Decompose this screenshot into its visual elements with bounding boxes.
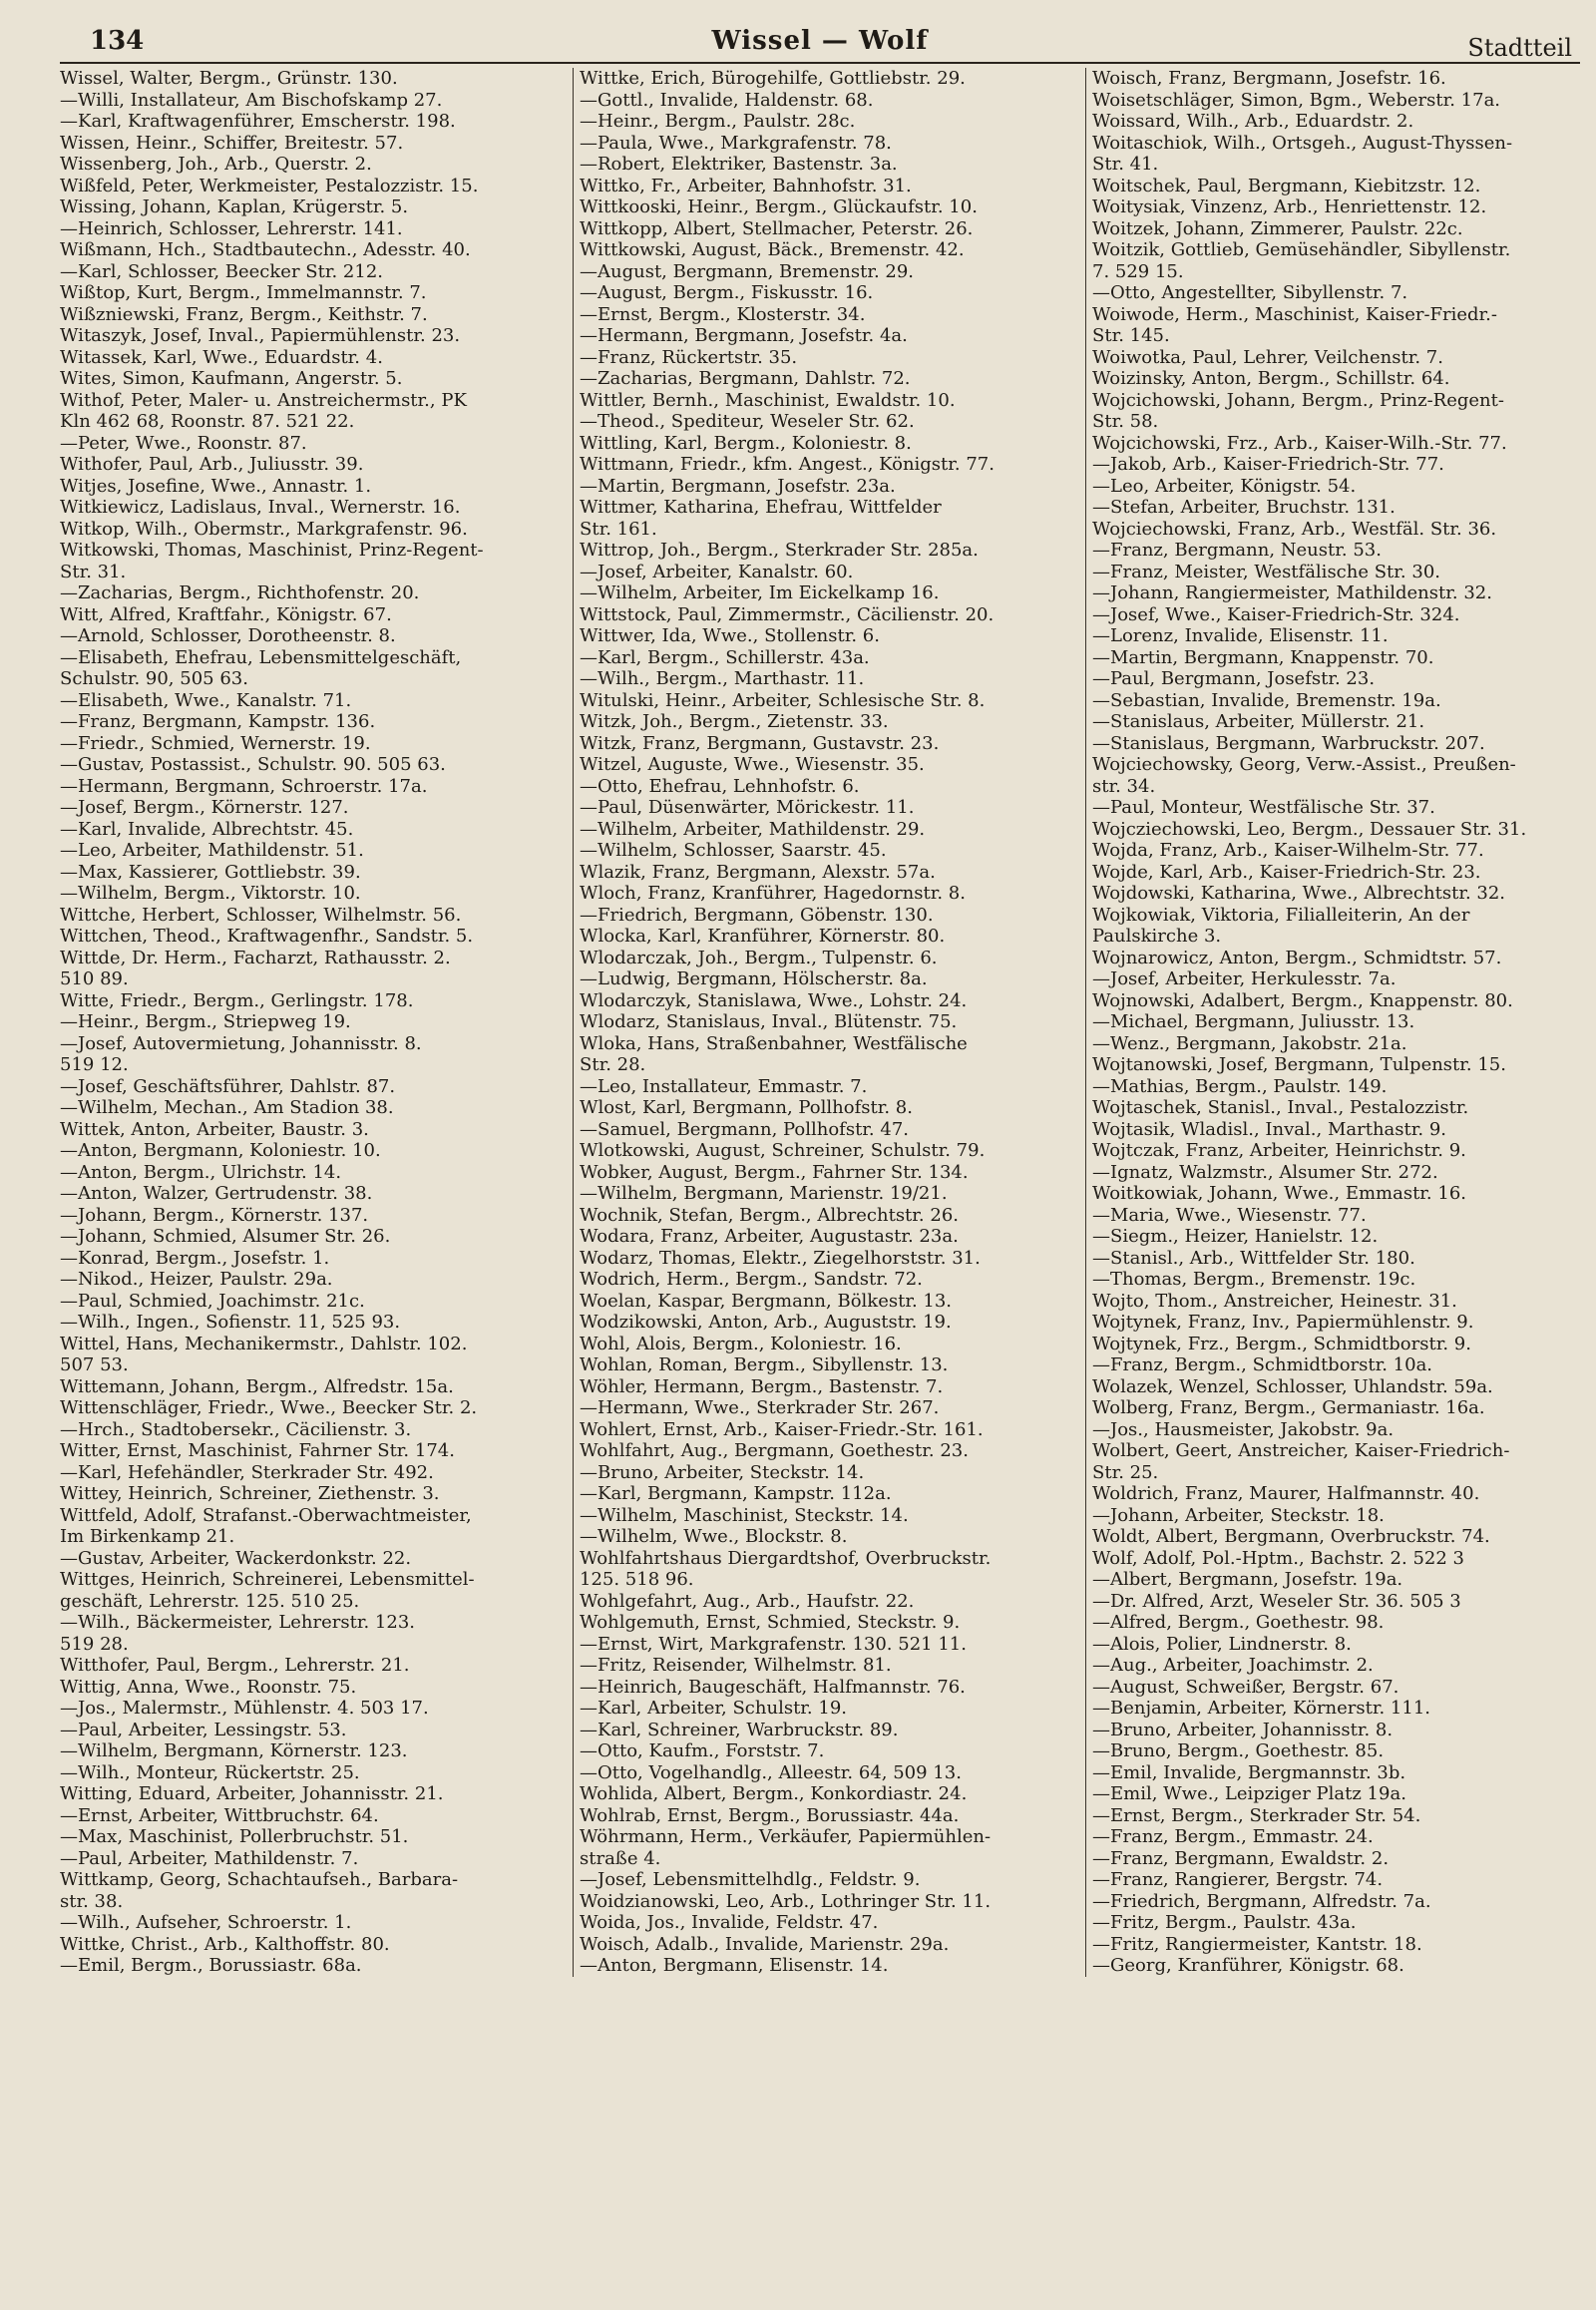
directory-entry: Wlodarczyk, Stanislawa, Wwe., Lohstr. 24. [580,989,968,1011]
directory-entry: —Karl, Schreiner, Warbruckstr. 89. [580,1719,899,1740]
directory-entry: —Albert, Bergmann, Josefstr. 19a. [1092,1569,1403,1590]
directory-entry: —August, Bergm., Fiskusstr. 16. [580,282,874,303]
directory-entry: —Heinr., Bergm., Paulstr. 28c. [580,111,856,132]
directory-entry: Witzk, Joh., Bergm., Zietenstr. 33. [580,711,889,732]
directory-entry: —Hermann, Wwe., Sterkrader Str. 267. [580,1397,940,1418]
directory-entry: Witter, Ernst, Maschinist, Fahrner Str. 174. [60,1440,455,1461]
directory-entry: Wolazek, Wenzel, Schlosser, Uhlandstr. 59a. [1092,1375,1493,1397]
directory-entry: geschäft, Lehrerstr. 125. 510 25. [60,1590,360,1612]
directory-entry: Wohlfahrt, Aug., Bergmann, Goethestr. 23. [580,1440,969,1461]
directory-entry: —Anton, Walzer, Gertrudenstr. 38. [60,1183,373,1204]
directory-entry: Wittche, Herbert, Schlosser, Wilhelmstr. 56. [60,904,462,926]
directory-entry: 519 12. [60,1054,129,1075]
directory-entry: —Wilh., Ingen., Sofienstr. 11, 525 93. [60,1312,401,1333]
directory-entry: Woitzek, Johann, Zimmerer, Paulstr. 22c. [1092,217,1463,239]
directory-entry: —Otto, Kaufm., Forststr. 7. [580,1740,825,1761]
directory-entry: Str. 58. [1092,411,1159,432]
directory-entry: Witassek, Karl, Wwe., Eduardstr. 4. [60,346,383,368]
directory-entry: —Ludwig, Bergmann, Hölscherstr. 8a. [580,968,928,989]
directory-entry: 510 89. [60,968,129,989]
directory-entry: —Wenz., Bergmann, Jakobstr. 21a. [1092,1032,1407,1054]
page-number: 134 [90,26,145,56]
directory-entry: Woidzianowski, Leo, Arb., Lothringer Str. 11. [580,1890,992,1912]
directory-entry: Wißfeld, Peter, Werkmeister, Pestalozzistr. 15. [60,175,479,196]
directory-entry: Wohlert, Ernst, Arb., Kaiser-Friedr.-Str. 161. [580,1418,984,1440]
directory-entry: Str. 161. [580,518,657,540]
directory-entry: —Josef, Arbeiter, Herkulesstr. 7a. [1092,968,1396,989]
directory-entry: —Paul, Arbeiter, Mathildenstr. 7. [60,1847,359,1869]
directory-entry: —Hermann, Bergmann, Schroerstr. 17a. [60,775,428,797]
directory-entry: Witkop, Wilh., Obermstr., Markgrafenstr. 96. [60,518,468,540]
directory-entry: —Emil, Invalide, Bergmannstr. 3b. [1092,1761,1406,1783]
directory-entry: —Maria, Wwe., Wiesenstr. 77. [1092,1204,1367,1226]
directory-entry: —Franz, Bergm., Schmidtborstr. 10a. [1092,1354,1433,1375]
directory-entry: —Stanislaus, Arbeiter, Müllerstr. 21. [1092,711,1425,732]
directory-entry: —Elisabeth, Ehefrau, Lebensmittelgeschäft, [60,646,462,668]
directory-entry: —Jos., Hausmeister, Jakobstr. 9a. [1092,1418,1395,1440]
directory-entry: Woisetschläger, Simon, Bgm., Weberstr. 17a. [1092,89,1501,111]
directory-entry: Wlocka, Karl, Kranführer, Körnerstr. 80. [580,926,946,947]
directory-entry: —Emil, Wwe., Leipziger Platz 19a. [1092,1783,1406,1804]
directory-entry: Woizinsky, Anton, Bergm., Schillstr. 64. [1092,368,1450,389]
column-3 [1085,68,1580,1977]
directory-entry: Wobker, August, Bergm., Fahrner Str. 134. [580,1161,969,1183]
directory-entry: Wojcichowski, Johann, Bergm., Prinz-Regent- [1092,389,1504,411]
directory-entry: —Martin, Bergmann, Knappenstr. 70. [1092,646,1434,668]
directory-entry: —Wilh., Bergm., Marthastr. 11. [580,668,865,689]
directory-entry: —Karl, Bergm., Schillerstr. 43a. [580,646,870,668]
section-label: Stadtteil [1467,34,1572,62]
directory-entry: Woiwode, Herm., Maschinist, Kaiser-Friedr.- [1092,303,1497,325]
directory-entry: —Friedr., Schmied, Wernerstr. 19. [60,732,371,754]
directory-entry: Witzk, Franz, Bergmann, Gustavstr. 23. [580,732,940,754]
directory-entry: Wittges, Heinrich, Schreinerei, Lebensmittel- [60,1569,475,1590]
directory-entry: Wodarz, Thomas, Elektr., Ziegelhorststr. 31. [580,1247,981,1269]
directory-entry: —Arnold, Schlosser, Dorotheenstr. 8. [60,625,396,646]
directory-entry: str. 38. [60,1890,124,1912]
directory-entry: Str. 28. [580,1054,646,1075]
directory-entry: Wittchen, Theod., Kraftwagenfhr., Sandstr. 5. [60,926,474,947]
directory-entry: —Sebastian, Invalide, Bremenstr. 19a. [1092,689,1441,711]
directory-entry: 125. 518 96. [580,1569,694,1590]
directory-entry: —Wilhelm, Bergmann, Körnerstr. 123. [60,1740,408,1761]
directory-entry: —Siegm., Heizer, Hanielstr. 12. [1092,1226,1379,1247]
directory-entry: 7. 529 15. [1092,260,1184,282]
directory-entry: —Zacharias, Bergm., Richthofenstr. 20. [60,582,420,603]
directory-entry: Wißmann, Hch., Stadtbautechn., Adesstr. 40. [60,239,471,260]
directory-entry: —Ernst, Bergm., Klosterstr. 34. [580,303,866,325]
directory-entry: —Zacharias, Bergmann, Dahlstr. 72. [580,368,911,389]
directory-entry: Wojkowiak, Viktoria, Filialleiterin, An der [1092,904,1470,926]
directory-entry: Witzel, Auguste, Wwe., Wiesenstr. 35. [580,754,925,775]
directory-entry: Str. 25. [1092,1461,1159,1483]
directory-entry: —Paul, Bergmann, Josefstr. 23. [1092,668,1376,689]
directory-entry: —Paul, Monteur, Westfälische Str. 37. [1092,797,1435,818]
directory-entry: Wojciechowsky, Georg, Verw.-Assist., Preußen- [1092,754,1516,775]
directory-entry: str. 34. [1092,775,1156,797]
directory-entry: —Otto, Ehefrau, Lehnhofstr. 6. [580,775,860,797]
directory-entry: —Anton, Bergm., Ulrichstr. 14. [60,1161,342,1183]
directory-entry: —Friedrich, Bergmann, Göbenstr. 130. [580,904,934,926]
directory-entry: Witting, Eduard, Arbeiter, Johannisstr. 21. [60,1783,444,1804]
directory-entry: —Stanisl., Arb., Wittfelder Str. 180. [1092,1247,1415,1269]
directory-entry: —Fritz, Rangiermeister, Kantstr. 18. [1092,1933,1422,1955]
directory-entry: —Gustav, Postassist., Schulstr. 90. 505 63. [60,754,446,775]
directory-entry: —Gustav, Arbeiter, Wackerdonkstr. 22. [60,1547,412,1569]
directory-entry: Wittwer, Ida, Wwe., Stollenstr. 6. [580,625,880,646]
directory-entry: Wohlan, Roman, Bergm., Sibyllenstr. 13. [580,1354,949,1375]
directory-entry: —Karl, Hefehändler, Sterkrader Str. 492. [60,1461,434,1483]
directory-entry: Wissen, Heinr., Schiffer, Breitestr. 57. [60,132,404,154]
directory-entry: —Elisabeth, Wwe., Kanalstr. 71. [60,689,352,711]
directory-entry: —Otto, Angestellter, Sibyllenstr. 7. [1092,282,1408,303]
column-2 [573,68,1085,1977]
directory-entry: —Ignatz, Walzmstr., Alsumer Str. 272. [1092,1161,1438,1183]
directory-entry: —Emil, Bergm., Borussiastr. 68a. [60,1955,362,1976]
directory-entry: Wojtaschek, Stanisl., Inval., Pestalozzistr. [1092,1097,1469,1118]
directory-entry: —Lorenz, Invalide, Elisenstr. 11. [1092,625,1389,646]
directory-entry: Wochnik, Stefan, Bergm., Albrechtstr. 26. [580,1204,959,1226]
directory-entry: Wohlfahrtshaus Diergardtshof, Overbruckstr. [580,1547,992,1569]
directory-entry: —Nikod., Heizer, Paulstr. 29a. [60,1269,333,1290]
directory-entry: —Josef, Wwe., Kaiser-Friedrich-Str. 324. [1092,603,1460,625]
directory-entry: Wittstock, Paul, Zimmermstr., Cäcilienstr. 20. [580,603,995,625]
directory-entry: —Theod., Spediteur, Weseler Str. 62. [580,411,915,432]
directory-entry: Wolberg, Franz, Bergm., Germaniastr. 16a. [1092,1397,1485,1418]
directory-entry: Wittig, Anna, Wwe., Roonstr. 75. [60,1676,357,1698]
directory-entry: —Franz, Bergm., Emmastr. 24. [1092,1826,1374,1847]
directory-entry: Wittfeld, Adolf, Strafanst.-Oberwachtmeister, [60,1504,472,1526]
directory-entry: Witkiewicz, Ladislaus, Inval., Wernerstr. 16. [60,497,461,518]
directory-entry: Wojde, Karl, Arb., Kaiser-Friedrich-Str. 23. [1092,861,1481,883]
directory-entry: —Jakob, Arb., Kaiser-Friedrich-Str. 77. [1092,454,1444,475]
directory-entry: Wohlida, Albert, Bergm., Konkordiastr. 24. [580,1783,968,1804]
directory-entry: Wittey, Heinrich, Schreiner, Ziethenstr. 3. [60,1483,440,1504]
directory-entry: Witaszyk, Josef, Inval., Papiermühlenstr. 23. [60,325,461,346]
directory-entry: Wohlrab, Ernst, Bergm., Borussiastr. 44a. [580,1804,960,1826]
directory-entry: Str. 31. [60,561,127,582]
directory-entry: Wojtynek, Frz., Bergm., Schmidtborstr. 9. [1092,1333,1471,1354]
directory-entry: —Wilhelm, Bergm., Viktorstr. 10. [60,883,361,904]
directory-entry: Wittde, Dr. Herm., Facharzt, Rathausstr. 2. [60,947,451,968]
directory-entry: —Wilhelm, Mechan., Am Stadion 38. [60,1097,394,1118]
directory-entry: Witthofer, Paul, Bergm., Lehrerstr. 21. [60,1655,410,1676]
directory-entry: —Heinrich, Baugeschäft, Halfmannstr. 76. [580,1676,966,1698]
directory-entry: Wojcziechowski, Leo, Bergm., Dessauer Str. 31. [1092,818,1527,840]
directory-entry: —Karl, Invalide, Albrechtstr. 45. [60,818,354,840]
directory-entry: Wissing, Johann, Kaplan, Krügerstr. 5. [60,196,409,217]
directory-entry: —Wilh., Aufseher, Schroerstr. 1. [60,1912,352,1933]
directory-entry: —Ernst, Arbeiter, Wittbruchstr. 64. [60,1804,379,1826]
directory-entry: Witjes, Josefine, Wwe., Annastr. 1. [60,475,372,497]
directory-entry: Withof, Peter, Maler- u. Anstreichermstr., PK [60,389,467,411]
directory-entry: Wöhrmann, Herm., Verkäufer, Papiermühlen- [580,1826,992,1847]
directory-entry: —Max, Maschinist, Pollerbruchstr. 51. [60,1826,409,1847]
directory-entry: —Friedrich, Bergmann, Alfredstr. 7a. [1092,1890,1431,1912]
directory-entry: —Leo, Arbeiter, Mathildenstr. 51. [60,840,364,861]
page-title: Wissel — Wolf [711,26,929,56]
directory-entry: —Karl, Arbeiter, Schulstr. 19. [580,1698,847,1719]
directory-entry: 519 28. [60,1633,129,1655]
directory-entry: —Wilhelm, Schlosser, Saarstr. 45. [580,840,887,861]
directory-entry: Wolbert, Geert, Anstreicher, Kaiser-Friedrich- [1092,1440,1510,1461]
directory-entry: Wohlgemuth, Ernst, Schmied, Steckstr. 9. [580,1612,961,1633]
directory-entry: Woissard, Wilh., Arb., Eduardstr. 2. [1092,111,1414,132]
directory-entry: —Josef, Bergm., Körnerstr. 127. [60,797,349,818]
directory-entry: Woelan, Kaspar, Bergmann, Bölkestr. 13. [580,1290,953,1312]
directory-entry: Wittrop, Joh., Bergm., Sterkrader Str. 285a. [580,540,979,561]
directory-entry: Wojdowski, Katharina, Wwe., Albrechtstr. 32. [1092,883,1506,904]
directory-entry: —August, Bergmann, Bremenstr. 29. [580,260,915,282]
directory-entry: Wojciechowski, Franz, Arb., Westfäl. Str. 36. [1092,518,1497,540]
directory-entry: —Mathias, Bergm., Paulstr. 149. [1092,1075,1388,1097]
directory-entry: Woisch, Franz, Bergmann, Josefstr. 16. [1092,68,1446,89]
directory-entry: —Michael, Bergmann, Juliusstr. 13. [1092,1011,1415,1032]
directory-entry: —Aug., Arbeiter, Joachimstr. 2. [1092,1655,1374,1676]
directory-entry: Wissel, Walter, Bergm., Grünstr. 130. [60,68,398,89]
directory-entry: Wittkamp, Georg, Schachtaufseh., Barbara- [60,1869,459,1890]
directory-entry: Wloch, Franz, Kranführer, Hagedornstr. 8. [580,883,966,904]
directory-entry: —Johann, Arbeiter, Steckstr. 18. [1092,1504,1385,1526]
directory-entry: Kln 462 68, Roonstr. 87. 521 22. [60,411,355,432]
directory-entry: —Bruno, Arbeiter, Johannisstr. 8. [1092,1719,1394,1740]
directory-entry: Wittling, Karl, Bergm., Koloniestr. 8. [580,432,912,454]
directory-entry: Wittko, Fr., Arbeiter, Bahnhofstr. 31. [580,175,912,196]
directory-entry: Wißzniewski, Franz, Bergm., Keithstr. 7. [60,303,428,325]
directory-entry: —Wilh., Bäckermeister, Lehrerstr. 123. [60,1612,416,1633]
directory-entry: —Martin, Bergmann, Josefstr. 23a. [580,475,896,497]
directory-entry: Wittmann, Friedr., kfm. Angest., Königstr. 77. [580,454,995,475]
directory-entry: —Franz, Rangierer, Bergstr. 74. [1092,1869,1384,1890]
directory-entry: Wites, Simon, Kaufmann, Angerstr. 5. [60,368,403,389]
directory-entry: Wojtanowski, Josef, Bergmann, Tulpenstr. 15. [1092,1054,1506,1075]
directory-entry: —Georg, Kranführer, Königstr. 68. [1092,1955,1404,1976]
directory-entry: Str. 145. [1092,325,1170,346]
directory-entry: —Leo, Installateur, Emmastr. 7. [580,1075,868,1097]
directory-entry: —Wilhelm, Wwe., Blockstr. 8. [580,1526,848,1547]
directory-entry: —Anton, Bergmann, Elisenstr. 14. [580,1955,889,1976]
directory-entry: —Benjamin, Arbeiter, Körnerstr. 111. [1092,1698,1431,1719]
directory-entry: Wlodarz, Stanislaus, Inval., Blütenstr. 75. [580,1011,958,1032]
directory-entry: —Ernst, Wirt, Markgrafenstr. 130. 521 11. [580,1633,967,1655]
directory-entry: —Otto, Vogelhandlg., Alleestr. 64, 509 13. [580,1761,962,1783]
directory-entry: Woitkowiak, Johann, Wwe., Emmastr. 16. [1092,1183,1467,1204]
directory-entry: Wittel, Hans, Mechanikermstr., Dahlstr. 102. [60,1333,468,1354]
directory-entry: Wlazik, Franz, Bergmann, Alexstr. 57a. [580,861,936,883]
directory-entry: Wodrich, Herm., Bergm., Sandstr. 72. [580,1269,923,1290]
directory-entry: —Wilhelm, Arbeiter, Im Eickelkamp 16. [580,582,940,603]
directory-entry: Wojnowski, Adalbert, Bergm., Knappenstr. 80. [1092,989,1513,1011]
directory-entry: Wodzikowski, Anton, Arb., Auguststr. 19. [580,1312,952,1333]
directory-entry: —Johann, Schmied, Alsumer Str. 26. [60,1226,391,1247]
directory-entry: Wodara, Franz, Arbeiter, Augustastr. 23a. [580,1226,959,1247]
directory-entry: —Karl, Bergmann, Kampstr. 112a. [580,1483,892,1504]
directory-entry: Wojnarowicz, Anton, Bergm., Schmidtstr. 57. [1092,947,1502,968]
directory-entry: Schulstr. 90, 505 63. [60,668,248,689]
directory-entry: —Paul, Düsenwärter, Mörickestr. 11. [580,797,915,818]
directory-entry: Woida, Jos., Invalide, Feldstr. 47. [580,1912,879,1933]
directory-entry: —Karl, Kraftwagenführer, Emscherstr. 198. [60,111,456,132]
directory-entry: Wojtasik, Wladisl., Inval., Marthastr. 9. [1092,1118,1446,1140]
directory-entry: —Gottl., Invalide, Haldenstr. 68. [580,89,874,111]
directory-entry: Wittke, Christ., Arb., Kalthoffstr. 80. [60,1933,390,1955]
directory-entry: Wlotkowski, August, Schreiner, Schulstr. 79. [580,1140,986,1161]
directory-entry: —Stanislaus, Bergmann, Warbruckstr. 207. [1092,732,1485,754]
directory-entry: Witte, Friedr., Bergm., Gerlingstr. 178. [60,989,414,1011]
directory-entry: Wojto, Thom., Anstreicher, Heinestr. 31. [1092,1290,1457,1312]
directory-entry: Im Birkenkamp 21. [60,1526,235,1547]
directory-entry: —Fritz, Reisender, Wilhelmstr. 81. [580,1655,892,1676]
directory-entry: —Karl, Schlosser, Beecker Str. 212. [60,260,383,282]
directory-entry: —Johann, Bergm., Körnerstr. 137. [60,1204,369,1226]
directory-entry: —Josef, Autovermietung, Johannisstr. 8. [60,1032,422,1054]
directory-entry: Wittenschläger, Friedr., Wwe., Beecker Str. 2. [60,1397,478,1418]
directory-entry: Wohl, Alois, Bergm., Koloniestr. 16. [580,1333,902,1354]
directory-entry: Wojtynek, Franz, Inv., Papiermühlenstr. 9. [1092,1312,1474,1333]
directory-entry: Wittke, Erich, Bürogehilfe, Gottliebstr. 29. [580,68,966,89]
directory-entry: —Josef, Geschäftsführer, Dahlstr. 87. [60,1075,396,1097]
directory-entry: —Max, Kassierer, Gottliebstr. 39. [60,861,361,883]
directory-entry: Woldrich, Franz, Maurer, Halfmannstr. 40. [1092,1483,1480,1504]
page-header [60,26,1580,64]
directory-entry: Woitzik, Gottlieb, Gemüsehändler, Sibyllenstr. [1092,239,1511,260]
directory-entry: —Josef, Lebensmittelhdlg., Feldstr. 9. [580,1869,921,1890]
directory-entry: —Leo, Arbeiter, Königstr. 54. [1092,475,1357,497]
directory-entry: Woisch, Adalb., Invalide, Marienstr. 29a. [580,1933,950,1955]
directory-entry: Withofer, Paul, Arb., Juliusstr. 39. [60,454,364,475]
directory-entry: Wojcichowski, Frz., Arb., Kaiser-Wilh.-Str. 77. [1092,432,1507,454]
column-1 [60,68,573,1977]
directory-entry: —Heinrich, Schlosser, Lehrerstr. 141. [60,217,403,239]
directory-entry: Woitysiak, Vinzenz, Arb., Henriettenstr. 12. [1092,196,1487,217]
directory-entry: Witt, Alfred, Kraftfahr., Königstr. 67. [60,603,392,625]
directory-entry: —August, Schweißer, Bergstr. 67. [1092,1676,1399,1698]
directory-entry: —Wilh., Monteur, Rückertstr. 25. [60,1761,360,1783]
directory-entry: —Fritz, Bergm., Paulstr. 43a. [1092,1912,1357,1933]
directory-entry: —Bruno, Bergm., Goethestr. 85. [1092,1740,1385,1761]
directory-entry: Wojtczak, Franz, Arbeiter, Heinrichstr. 9. [1092,1140,1466,1161]
directory-entry: —Anton, Bergmann, Koloniestr. 10. [60,1140,381,1161]
directory-entry: —Konrad, Bergm., Josefstr. 1. [60,1247,330,1269]
directory-entry: Wittemann, Johann, Bergm., Alfredstr. 15a. [60,1375,454,1397]
directory-entry: —Paula, Wwe., Markgrafenstr. 78. [580,132,892,154]
directory-entry: —Dr. Alfred, Arzt, Weseler Str. 36. 505 3 [1092,1590,1461,1612]
directory-entry: Wittkooski, Heinr., Bergm., Glückaufstr. 10. [580,196,978,217]
directory-entry: —Willi, Installateur, Am Bischofskamp 27. [60,89,443,111]
directory-entry: —Stefan, Arbeiter, Bruchstr. 131. [1092,497,1396,518]
directory-entry: Woitschek, Paul, Bergmann, Kiebitzstr. 12. [1092,175,1481,196]
directory-entry: Wohlgefahrt, Aug., Arb., Haufstr. 22. [580,1590,915,1612]
directory-entry: Wojda, Franz, Arb., Kaiser-Wilhelm-Str. 77. [1092,840,1484,861]
directory-entry: —Peter, Wwe., Roonstr. 87. [60,432,307,454]
directory-entry: —Wilhelm, Arbeiter, Mathildenstr. 29. [580,818,926,840]
directory-entry: —Alois, Polier, Lindnerstr. 8. [1092,1633,1352,1655]
directory-entry: Wloka, Hans, Straßenbahner, Westfälische [580,1032,968,1054]
directory-entry: Wlodarczak, Joh., Bergm., Tulpenstr. 6. [580,947,938,968]
directory-entry: —Ernst, Bergm., Sterkrader Str. 54. [1092,1804,1421,1826]
directory-entry: —Hermann, Bergmann, Josefstr. 4a. [580,325,908,346]
directory-entry: Wißtop, Kurt, Bergm., Immelmannstr. 7. [60,282,427,303]
directory-entry: —Alfred, Bergm., Goethestr. 98. [1092,1612,1385,1633]
directory-entry: Wlost, Karl, Bergmann, Pollhofstr. 8. [580,1097,913,1118]
directory-entry: —Bruno, Arbeiter, Steckstr. 14. [580,1461,865,1483]
directory-entry: Woldt, Albert, Bergmann, Overbruckstr. 74. [1092,1526,1490,1547]
directory-entry: straße 4. [580,1847,661,1869]
directory-columns [60,64,1580,1977]
directory-entry: —Franz, Bergmann, Neustr. 53. [1092,540,1382,561]
directory-entry: Witkowski, Thomas, Maschinist, Prinz-Regent- [60,540,484,561]
directory-entry: —Robert, Elektriker, Bastenstr. 3a. [580,154,898,175]
directory-entry: Woitaschiok, Wilh., Ortsgeh., August-Thyssen- [1092,132,1513,154]
directory-entry: —Johann, Rangiermeister, Mathildenstr. 32. [1092,582,1492,603]
directory-entry: —Samuel, Bergmann, Pollhofstr. 47. [580,1118,910,1140]
directory-entry: Wittmer, Katharina, Ehefrau, Wittfelder [580,497,942,518]
directory-entry: —Paul, Arbeiter, Lessingstr. 53. [60,1719,347,1740]
directory-entry: —Paul, Schmied, Joachimstr. 21c. [60,1290,365,1312]
directory-entry: Wolf, Adolf, Pol.-Hptm., Bachstr. 2. 522 3 [1092,1547,1464,1569]
directory-entry: —Jos., Malermstr., Mühlenstr. 4. 503 17. [60,1698,429,1719]
directory-entry: Wittek, Anton, Arbeiter, Baustr. 3. [60,1118,369,1140]
directory-entry: —Thomas, Bergm., Bremenstr. 19c. [1092,1269,1416,1290]
directory-entry: —Hrch., Stadtobersekr., Cäcilienstr. 3. [60,1418,412,1440]
directory-entry: Wittkowski, August, Bäck., Bremenstr. 42. [580,239,965,260]
directory-entry: Wöhler, Hermann, Bergm., Bastenstr. 7. [580,1375,944,1397]
directory-entry: Woiwotka, Paul, Lehrer, Veilchenstr. 7. [1092,346,1443,368]
directory-entry: Witulski, Heinr., Arbeiter, Schlesische Str. 8. [580,689,986,711]
directory-entry: —Franz, Meister, Westfälische Str. 30. [1092,561,1440,582]
directory-entry: —Franz, Rückertstr. 35. [580,346,798,368]
directory-entry: Str. 41. [1092,154,1159,175]
directory-entry: Wittkopp, Albert, Stellmacher, Peterstr. 26. [580,217,974,239]
directory-entry: —Wilhelm, Maschinist, Steckstr. 14. [580,1504,909,1526]
directory-entry: Wittler, Bernh., Maschinist, Ewaldstr. 10. [580,389,956,411]
directory-entry: —Wilhelm, Bergmann, Marienstr. 19/21. [580,1183,948,1204]
directory-entry: 507 53. [60,1354,129,1375]
directory-entry: —Franz, Bergmann, Kampstr. 136. [60,711,376,732]
directory-entry: —Heinr., Bergm., Striepweg 19. [60,1011,351,1032]
directory-entry: —Josef, Arbeiter, Kanalstr. 60. [580,561,854,582]
directory-entry: Wissenberg, Joh., Arb., Querstr. 2. [60,154,372,175]
directory-entry: Paulskirche 3. [1092,926,1222,947]
directory-entry: —Franz, Bergmann, Ewaldstr. 2. [1092,1847,1390,1869]
